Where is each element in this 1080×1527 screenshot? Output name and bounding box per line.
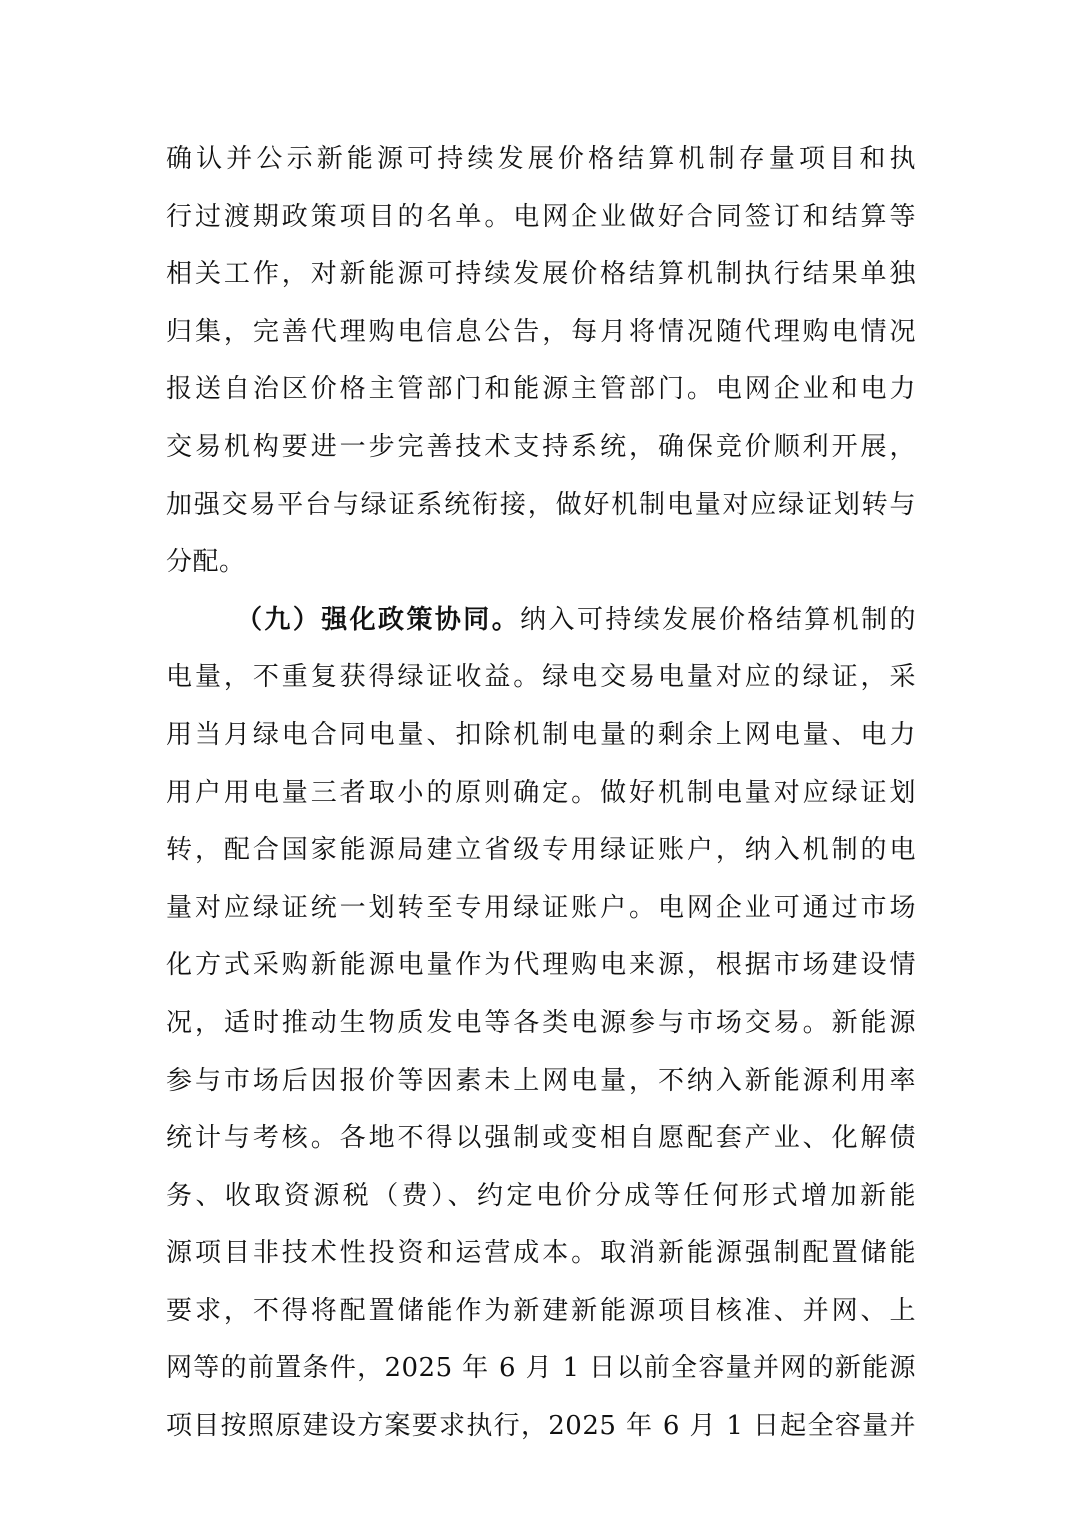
- section-heading-line: [166, 592, 916, 650]
- text-line: 行过渡期政策项目的名单。电网企业做好合同签订和结算等: [166, 201, 916, 232]
- text-line: 加强交易平台与绿证系统衔接，做好机制电量对应绿证划转与: [166, 489, 916, 520]
- text-line: 交易机构要进一步完善技术支持系统，确保竞价顺利开展，: [166, 431, 916, 462]
- text-line: 归集，完善代理购电信息公告，每月将情况随代理购电情况: [166, 316, 916, 347]
- text-line: 用当月绿电合同电量、扣除机制电量的剩余上网电量、电力: [166, 719, 916, 750]
- text-line: 用户用电量三者取小的原则确定。做好机制电量对应绿证划: [166, 777, 916, 808]
- text-line: 源项目非技术性投资和运营成本。取消新能源强制配置储能: [166, 1238, 916, 1269]
- text-line: 况，适时推动生物质发电等各类电源参与市场交易。新能源: [166, 1007, 916, 1038]
- text-line: 报送自治区价格主管部门和能源主管部门。电网企业和电力: [166, 374, 916, 405]
- text-line: 网等的前置条件，2025 年 6 月 1 日以前全容量并网的新能源: [166, 1353, 916, 1384]
- text-line: 化方式采购新能源电量作为代理购电来源，根据市场建设情: [166, 950, 916, 981]
- text-line: 统计与考核。各地不得以强制或变相自愿配套产业、化解债: [166, 1123, 916, 1154]
- text-line: 转，配合国家能源局建立省级专用绿证账户，纳入机制的电: [166, 835, 916, 866]
- text-line: 量对应绿证统一划转至专用绿证账户。电网企业可通过市场: [166, 892, 916, 923]
- document-page: [166, 131, 916, 1456]
- paragraph-2: [166, 592, 916, 1456]
- text-line: 务、收取资源税（费）、约定电价分成等任何形式增加新能: [166, 1180, 916, 1211]
- text-line: 参与市场后因报价等因素未上网电量，不纳入新能源利用率: [166, 1065, 916, 1096]
- text-line: 分配。: [166, 547, 246, 578]
- text-line: 要求，不得将配置储能作为新建新能源项目核准、并网、上: [166, 1295, 916, 1326]
- heading-line-text: 纳入可持续发展价格结算机制的: [520, 604, 916, 635]
- section-heading: （九）强化政策协同。: [236, 604, 521, 635]
- text-line: 相关工作，对新能源可持续发展价格结算机制执行结果单独: [166, 259, 916, 290]
- text-line: 项目按照原建设方案要求执行，2025 年 6 月 1 日起全容量并: [166, 1411, 916, 1442]
- text-line: 确认并公示新能源可持续发展价格结算机制存量项目和执: [166, 144, 916, 174]
- paragraph-1: [166, 131, 916, 592]
- text-line: 电量，不重复获得绿证收益。绿电交易电量对应的绿证，采: [166, 662, 916, 693]
